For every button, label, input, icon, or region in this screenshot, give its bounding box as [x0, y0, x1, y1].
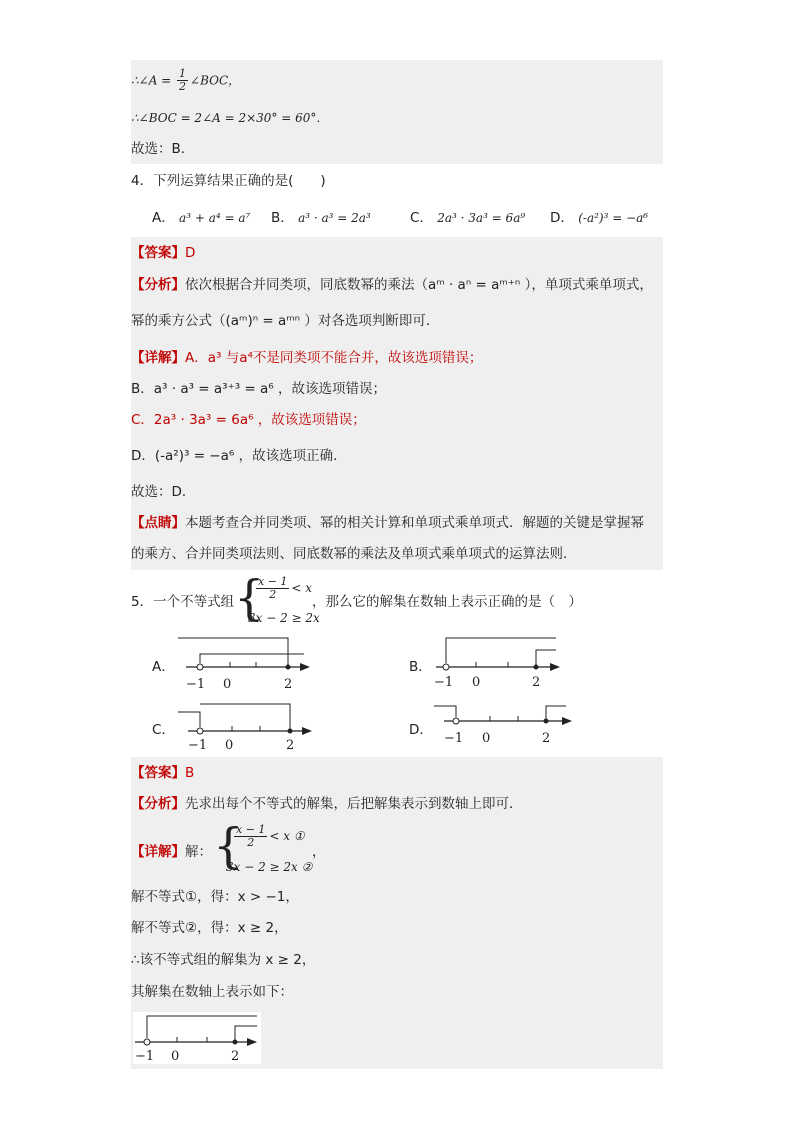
svg-text:−1: −1 [135, 1049, 155, 1064]
q5-detail-brace: { [213, 818, 244, 874]
q4-detail-d: D．(-a²)³ = −a⁶ ，故该选项正确． [131, 448, 347, 464]
q5-analysis: 【分析】先求出每个不等式的解集，后把解集表示到数轴上即可． [131, 796, 523, 812]
q5-option-c-numberline [176, 696, 316, 754]
q4-option-c: C． 2a³ · 3a³ = 6a⁹ [410, 210, 526, 226]
q5-option-b-numberline [432, 632, 564, 694]
svg-text:2: 2 [286, 738, 295, 753]
q4-comment-2: 的乘方、合并同类项法则、同底数幂的乘法及单项式乘单项式的运算法则． [131, 546, 577, 562]
q5-stem-pre: 5．一个不等式组 [131, 594, 235, 610]
q4-analysis-1: 【分析】依次根据合并同类项，同底数幂的乘法（aᵐ · aⁿ = aᵐ⁺ⁿ ），单项式乘单项式， [131, 277, 653, 293]
q4-analysis-2: 幂的乘方公式（(aᵐ)ⁿ = aᵐⁿ ）对各选项判断即可． [131, 313, 440, 329]
q4-option-b: B． a³ · a³ = 2a³ [271, 210, 371, 226]
q5-stem-ineq1: $\frac{x - 1}{2}$ < x [258, 575, 313, 601]
svg-text:−1: −1 [188, 738, 208, 753]
q5-option-b-label: B． [409, 659, 432, 675]
q5-option-d-label: D． [409, 722, 433, 738]
q5-detail-post: ， [312, 844, 326, 860]
svg-text:2: 2 [284, 677, 293, 692]
svg-text:2: 2 [542, 731, 551, 746]
q4-choose: 故选：D． [131, 484, 196, 500]
q5-option-a-label: A． [152, 659, 175, 675]
svg-text:−1: −1 [434, 675, 454, 690]
q5-step-2: 解不等式②，得：x ≥ 2， [131, 920, 288, 936]
q5-detail-ineq2: 3x − 2 ≥ 2x ② [226, 860, 313, 874]
svg-text:0: 0 [225, 738, 234, 753]
q5-solution-numberline [133, 1012, 261, 1064]
q5-stem-brace: { [234, 570, 265, 626]
q5-stem-ineq2: 3x − 2 ≥ 2x [248, 611, 320, 625]
prev-line-1: ∴∠A = $\frac{1}{2}$ ∠BOC， [131, 67, 241, 93]
q5-step-1: 解不等式①，得：x > −1， [131, 889, 299, 905]
q5-answer: 【答案】B [131, 765, 195, 781]
q5-detail-ineq1: $\frac{x - 1}{2}$ < x ① [236, 823, 305, 849]
q5-stem-post: ，那么它的解集在数轴上表示正确的是（ ） [312, 594, 582, 610]
svg-text:−1: −1 [444, 731, 464, 746]
q4-option-d: D． (-a²)³ = −a⁶ [550, 210, 649, 226]
svg-text:0: 0 [171, 1049, 180, 1064]
svg-text:−1: −1 [186, 677, 206, 692]
svg-text:0: 0 [223, 677, 232, 692]
q5-option-c-label: C． [152, 722, 175, 738]
prev-line-2: ∴∠BOC = 2∠A = 2×30° = 60°． [131, 111, 329, 125]
q5-option-a-numberline [176, 632, 316, 694]
q5-step-4: 其解集在数轴上表示如下： [131, 984, 293, 1000]
q4-stem: 4．下列运算结果正确的是( ) [131, 173, 326, 189]
q5-detail-pre: 【详解】解： [131, 844, 212, 860]
svg-text:0: 0 [472, 675, 481, 690]
q4-answer: 【答案】D [131, 245, 196, 261]
svg-text:2: 2 [532, 675, 541, 690]
q4-detail-c: C．2a³ · 3a³ = 6a⁶ ，故该选项错误； [131, 412, 366, 428]
svg-text:2: 2 [231, 1049, 240, 1064]
prev-line-3: 故选：B． [131, 141, 195, 157]
q4-detail-b: B．a³ · a³ = a³⁺³ = a⁶ ，故该选项错误； [131, 381, 386, 397]
q5-option-d-numberline [432, 696, 572, 750]
q5-step-3: ∴该不等式组的解集为 x ≥ 2， [131, 952, 316, 968]
q4-comment-1: 【点睛】本题考查合并同类项、幂的相关计算和单项式乘单项式．解题的关键是掌握幂 [131, 515, 644, 531]
q4-option-a: A． a³ + a⁴ = a⁷ [152, 210, 251, 226]
q4-detail-a: 【详解】A．a³ 与a⁴不是同类项不能合并，故该选项错误； [131, 350, 483, 366]
svg-text:0: 0 [482, 731, 491, 746]
